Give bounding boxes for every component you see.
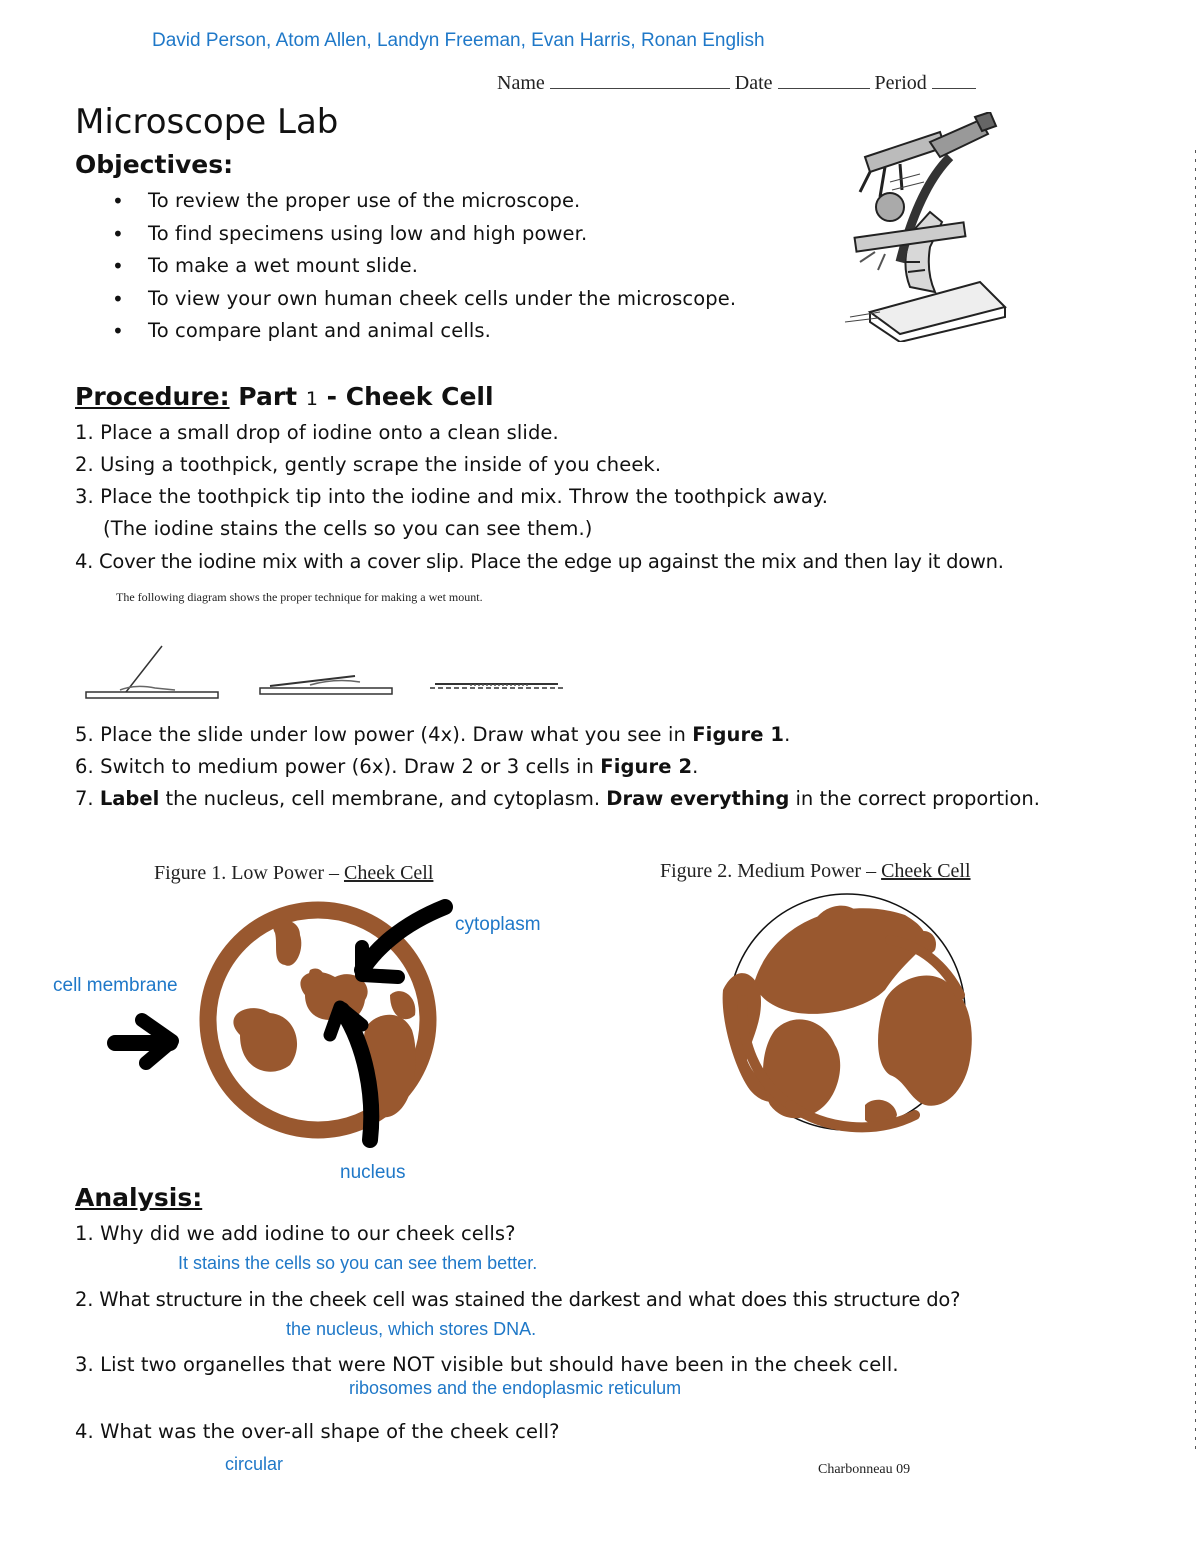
caption-subject: Cheek Cell — [881, 860, 971, 882]
procedure-step: 4. Cover the iodine mix with a cover slip. Place the edge up against the mix and then lay it down. — [75, 550, 1004, 573]
objectives-list — [110, 185, 736, 348]
step-text: the nucleus, cell membrane, and cytoplasm. — [159, 787, 607, 810]
question-4: 4. What was the over-all shape of the cheek cell? — [75, 1420, 560, 1443]
step-text: . — [692, 755, 699, 778]
page-title: Microscope Lab — [75, 102, 339, 142]
name-field[interactable] — [550, 70, 730, 89]
nucleus-label: nucleus — [340, 1162, 406, 1183]
step-text: 6. Switch to medium power (6x). Draw 2 or 3 cells in — [75, 755, 601, 778]
objectives-heading: Objectives: — [75, 150, 234, 179]
list-item: • To review the proper use of the microscope. — [110, 185, 736, 218]
list-item: • To compare plant and animal cells. — [110, 315, 736, 348]
name-date-period-line — [497, 70, 976, 95]
wet-mount-diagram — [80, 640, 580, 706]
step-text: . — [784, 723, 791, 746]
analysis-heading-text: Analysis: — [75, 1183, 203, 1212]
cytoplasm-label: cytoplasm — [455, 914, 541, 935]
figure-reference: Figure 2 — [600, 755, 693, 778]
period-label: Period — [874, 72, 927, 94]
question-3: 3. List two organelles that were NOT visible but should have been in the cheek cell. — [75, 1353, 899, 1376]
procedure-step-5 — [75, 723, 790, 746]
caption-subject: Cheek Cell — [343, 862, 434, 884]
question-1: 1. Why did we add iodine to our cheek cells? — [75, 1222, 516, 1245]
list-item: • To view your own human cheek cells under the microscope. — [110, 283, 736, 316]
procedure-step: 3. Place the toothpick tip into the iodine and mix. Throw the toothpick away. — [75, 485, 829, 508]
procedure-heading — [75, 382, 494, 411]
figure-1-drawing — [100, 895, 460, 1160]
answer-1[interactable]: It stains the cells so you can see them better. — [178, 1253, 538, 1273]
authors: David Person, Atom Allen, Landyn Freeman, Evan Harris, Ronan English — [152, 30, 765, 51]
cheek-cells-cluster — [723, 906, 972, 1127]
procedure-label: Procedure: — [75, 382, 230, 411]
caption-text: Figure 2. Medium Power – — [660, 860, 882, 882]
procedure-step: 1. Place a small drop of iodine onto a clean slide. — [75, 421, 559, 444]
analysis-heading — [75, 1183, 202, 1212]
step-text: in the correct proportion. — [789, 787, 1040, 810]
list-item: • To make a wet mount slide. — [110, 250, 736, 283]
list-item: • To find specimens using low and high power. — [110, 218, 736, 251]
step-text: 7. — [75, 787, 100, 810]
emphasis: Label — [99, 787, 160, 810]
date-label: Date — [734, 72, 773, 94]
procedure-title: - Cheek Cell — [326, 382, 494, 411]
procedure-part: Part — [238, 382, 298, 411]
emphasis: Draw everything — [606, 787, 790, 810]
diagram-caption: The following diagram shows the proper technique for making a wet mount. — [116, 590, 483, 604]
step-text: 5. Place the slide under low power (4x). Draw what you see in — [75, 723, 693, 746]
answer-2[interactable]: the nucleus, which stores DNA. — [286, 1319, 537, 1339]
page-edge-line — [1195, 150, 1197, 1450]
question-2: 2. What structure in the cheek cell was stained the darkest and what does this structure do? — [75, 1288, 961, 1311]
procedure-part-number: 1 — [305, 388, 318, 410]
figure-reference: Figure 1 — [692, 723, 785, 746]
footer-credit: Charbonneau 09 — [818, 1462, 911, 1477]
figure-1-caption — [154, 862, 433, 885]
cell-membrane-label: cell membrane — [53, 975, 178, 996]
date-field[interactable] — [778, 70, 870, 89]
figure-2-drawing — [715, 880, 985, 1150]
caption-text: Figure 1. Low Power – — [154, 862, 344, 884]
period-field[interactable] — [932, 70, 976, 89]
procedure-step-7 — [75, 787, 1040, 810]
name-label: Name — [497, 72, 545, 94]
answer-3[interactable]: ribosomes and the endoplasmic reticulum — [349, 1378, 682, 1398]
answer-4[interactable]: circular — [225, 1454, 284, 1474]
procedure-step: 2. Using a toothpick, gently scrape the inside of you cheek. — [75, 453, 662, 476]
procedure-step: (The iodine stains the cells so you can see them.) — [103, 517, 593, 540]
microscope-illustration — [830, 112, 1010, 342]
procedure-step-6 — [75, 755, 698, 778]
